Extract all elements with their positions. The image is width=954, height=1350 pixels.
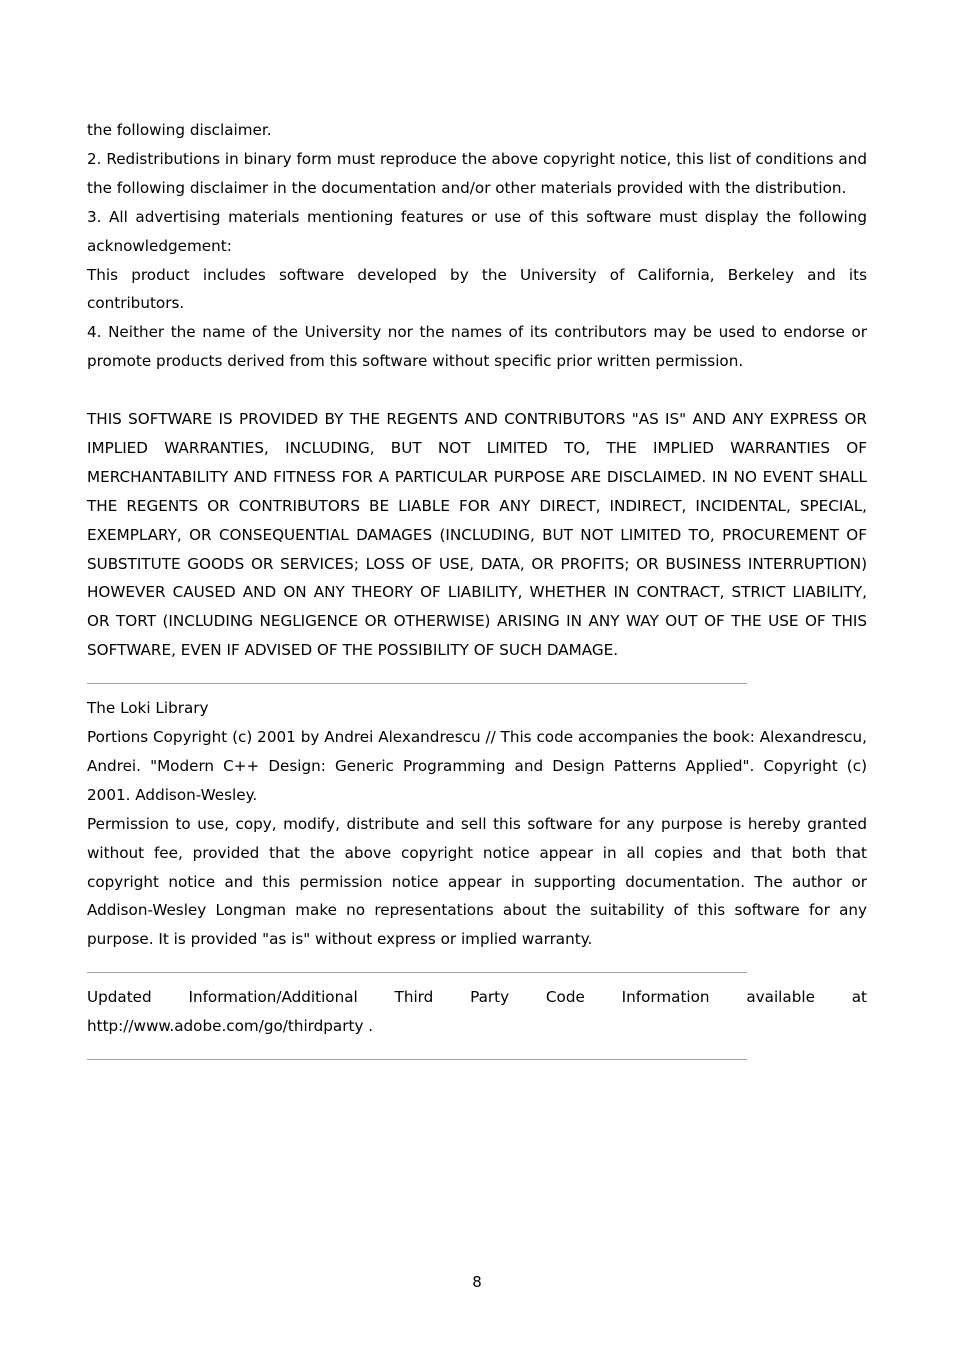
loki-library-title: The Loki Library [87, 699, 209, 718]
berkeley-acknowledgement: This product includes software developed by the University of California, Berkeley and its contributors. [87, 265, 867, 313]
clause-4-endorsement: 4. Neither the name of the University nor the names of its contributors may be used to endorse or promote products derived from this software without specific prior written permission. [87, 323, 867, 371]
separator-line: ______________________________________________________________________________________________________________ [87, 673, 748, 685]
separator-line: ______________________________________________________________________________________________________________ [87, 962, 748, 974]
page-content [87, 116, 867, 1070]
blank-line [87, 376, 867, 405]
warranty-disclaimer: THIS SOFTWARE IS PROVIDED BY THE REGENTS AND CONTRIBUTORS "AS IS" AND ANY EXPRESS OR IMPLIED WARRANTIES, INCLUDING, BUT NOT LIMITED TO, THE IMPLIED WARRANTIES OF MERCHANTABILITY AND FITNESS FOR A PARTICULAR PURPOSE ARE DISCLAIMED. IN NO EVENT SHALL THE REGENTS OR CONTRIBUTORS BE LIABLE FOR ANY DIRECT, INDIRECT, INCIDENTAL, SPECIAL, EXEMPLARY, OR CONSEQUENTIAL DAMAGES (INCLUDING, BUT NOT LIMITED TO, PROCUREMENT OF SUBSTITUTE GOODS OR SERVICES; LOSS OF USE, DATA, OR PROFITS; OR BUSINESS INTERRUPTION) HOWEVER CAUSED AND ON ANY THEORY OF LIABILITY, WHETHER IN CONTRACT, STRICT LIABILITY, OR TORT (INCLUDING NEGLIGENCE OR OTHERWISE) ARISING IN ANY WAY OUT OF THE USE OF THIS SOFTWARE, EVEN IF ADVISED OF THE POSSIBILITY OF SUCH DAMAGE. [87, 410, 867, 660]
loki-copyright-notice: Portions Copyright (c) 2001 by Andrei Alexandrescu // This code accompanies the book: Alexandrescu, Andrei. "Modern C++ Design: Generic Programming and Design Patterns Applied". Copyright (c) 2001. Addison-Wesley. [87, 728, 867, 804]
loki-permission-notice: Permission to use, copy, modify, distribute and sell this software for any purpose is hereby granted without fee, provided that the above copyright notice appear in all copies and that both that copyright notice and this permission notice appear in supporting documentation. The author or Addison-Wesley Longman make no representations about the suitability of this software for any purpose. It is provided "as is" without express or implied warranty. [87, 814, 867, 949]
disclaimer-continuation: the following disclaimer. [87, 121, 272, 139]
separator-line: ______________________________________________________________________________________________________________ [87, 1048, 748, 1060]
page-number: 8 [472, 1273, 482, 1291]
clause-3-advertising: 3. All advertising materials mentioning features or use of this software must display the following acknowledgement: [87, 207, 867, 255]
third-party-info-notice: Updated Information/Additional Third Party Code Information available at http://www.adobe.com/go/thirdparty . [87, 988, 867, 1036]
clause-2-binary-redistribution: 2. Redistributions in binary form must reproduce the above copyright notice, this list of conditions and the following disclaimer in the documentation and/or other materials provided with the distribution. [87, 149, 867, 197]
